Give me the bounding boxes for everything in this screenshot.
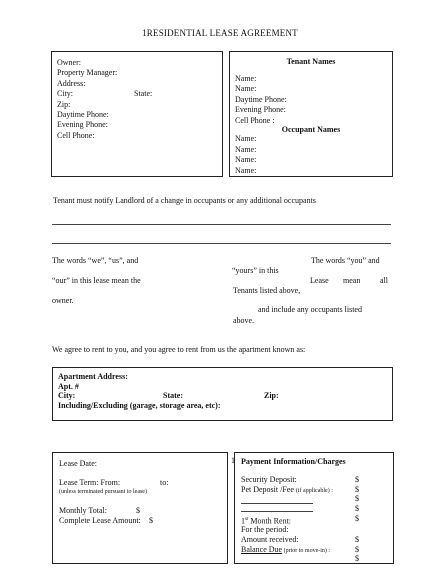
words-you-line-4: Tenants listed above,: [233, 286, 301, 295]
pet-deposit-note: (if applicable) :: [295, 487, 333, 494]
occupant-name-4: Name:: [235, 165, 257, 175]
security-deposit-label: Security Deposit:: [241, 475, 297, 484]
tenant-daytime-phone: Daytime Phone:: [235, 94, 287, 104]
agree-text: We agree to rent to you, and you agree to rent from us the apartment known as:: [52, 345, 306, 354]
tenant-names-box: [229, 51, 393, 177]
balance-due-note: (prior to move-in) :: [282, 548, 331, 554]
words-we-line-1: The words “we”, “us”, and: [52, 256, 139, 265]
complete-lease-dollar: $: [149, 516, 153, 525]
for-period-label: For the period:: [241, 525, 289, 534]
pet-deposit-dollar: $: [355, 484, 359, 494]
owner-label: Owner:: [57, 58, 81, 67]
city-label: City:: [57, 89, 74, 99]
payment-info-box: [234, 452, 394, 564]
first-month-rent-num: 1: [241, 516, 245, 526]
words-you-line-3c: all: [380, 276, 388, 285]
apartment-address-box: [52, 367, 393, 421]
occupant-name-3: Name:: [235, 155, 257, 165]
tenant-cell-phone: Cell Phone :: [235, 115, 275, 125]
first-month-rent-label: Month Rent:: [248, 516, 292, 526]
words-you-line-1: The words “you” and: [311, 256, 380, 265]
state-label: State:: [134, 89, 153, 99]
address-label: Address:: [57, 78, 86, 88]
tenant-names-heading: Tenant Names: [286, 57, 336, 66]
property-manager-label: Property Manager:: [57, 68, 118, 78]
extra-dollar: $: [355, 554, 359, 563]
monthly-total-label: Monthly Total:: [59, 506, 107, 515]
including-excluding-label: Including/Excluding (garage, storage area, etc):: [58, 400, 221, 410]
monthly-total-dollar: $: [136, 506, 140, 515]
lease-term-from-label: Lease Term: From:: [59, 478, 121, 487]
marker-one: 1: [231, 456, 235, 465]
blank-charge-dollar-2: $: [355, 503, 359, 513]
lease-term-to-label: to:: [160, 478, 169, 487]
apartment-state-label: State:: [163, 391, 183, 401]
complete-lease-amount-label: Complete Lease Amount:: [59, 516, 141, 525]
pet-deposit-label: Pet Deposit /Fee: [241, 484, 294, 494]
blank-charge-line-2: [241, 511, 313, 512]
first-month-rent-dollar: $: [355, 514, 359, 523]
tenant-name-1: Name:: [235, 74, 257, 83]
blank-line-1: [52, 224, 391, 225]
payment-info-heading: Payment Information/Charges: [241, 457, 346, 466]
words-you-line-2: “yours” in this: [232, 266, 279, 275]
pet-deposit-row: [241, 485, 333, 496]
amount-received-label: Amount received:: [241, 535, 299, 544]
apartment-address-label: Apartment Address:: [58, 372, 128, 381]
balance-due-label: Balance Due: [241, 545, 283, 554]
words-we-line-3: owner.: [52, 296, 74, 305]
lease-date-label: Lease Date:: [59, 459, 97, 468]
words-you-line-6: above.: [233, 316, 255, 325]
occupant-name-1: Name:: [235, 134, 257, 144]
document-title: 1RESIDENTIAL LEASE AGREEMENT: [142, 28, 298, 38]
balance-due-row: [241, 545, 330, 556]
notify-text: Tenant must notify Landlord of a change in occupants or any additional occupants: [53, 196, 316, 205]
zip-label: Zip:: [57, 99, 71, 109]
cell-phone-label: Cell Phone:: [57, 130, 95, 140]
lease-term-box: [52, 452, 228, 564]
words-you-line-5: and include any occupants listed: [258, 305, 362, 314]
words-you-line-3a: Lease: [310, 276, 329, 285]
tenant-evening-phone: Evening Phone:: [235, 105, 286, 115]
balance-due-dollar: $: [355, 545, 359, 554]
apt-number-label: Apt. #: [58, 381, 79, 391]
daytime-phone-label: Daytime Phone:: [57, 110, 109, 119]
occupant-names-heading: Occupant Names: [281, 125, 341, 134]
apartment-city-label: City:: [58, 391, 76, 401]
words-we-line-2: “our” in this lease mean the: [52, 276, 141, 285]
tenant-name-2: Name:: [235, 84, 257, 94]
amount-received-dollar: $: [355, 535, 359, 544]
occupant-name-2: Name:: [235, 144, 257, 154]
unless-terminated-note: (unless terminated pursuant to lease): [59, 489, 147, 495]
blank-charge-dollar-1: $: [355, 494, 359, 503]
evening-phone-label: Evening Phone:: [57, 120, 108, 130]
first-month-rent-sup: st: [245, 517, 249, 522]
owner-info-box: [51, 51, 223, 177]
words-you-line-3b: mean: [343, 276, 361, 285]
security-deposit-dollar: $: [355, 475, 359, 484]
blank-line-2: [52, 243, 391, 244]
apartment-zip-label: Zip:: [264, 391, 279, 401]
blank-charge-line-1: [241, 503, 313, 504]
